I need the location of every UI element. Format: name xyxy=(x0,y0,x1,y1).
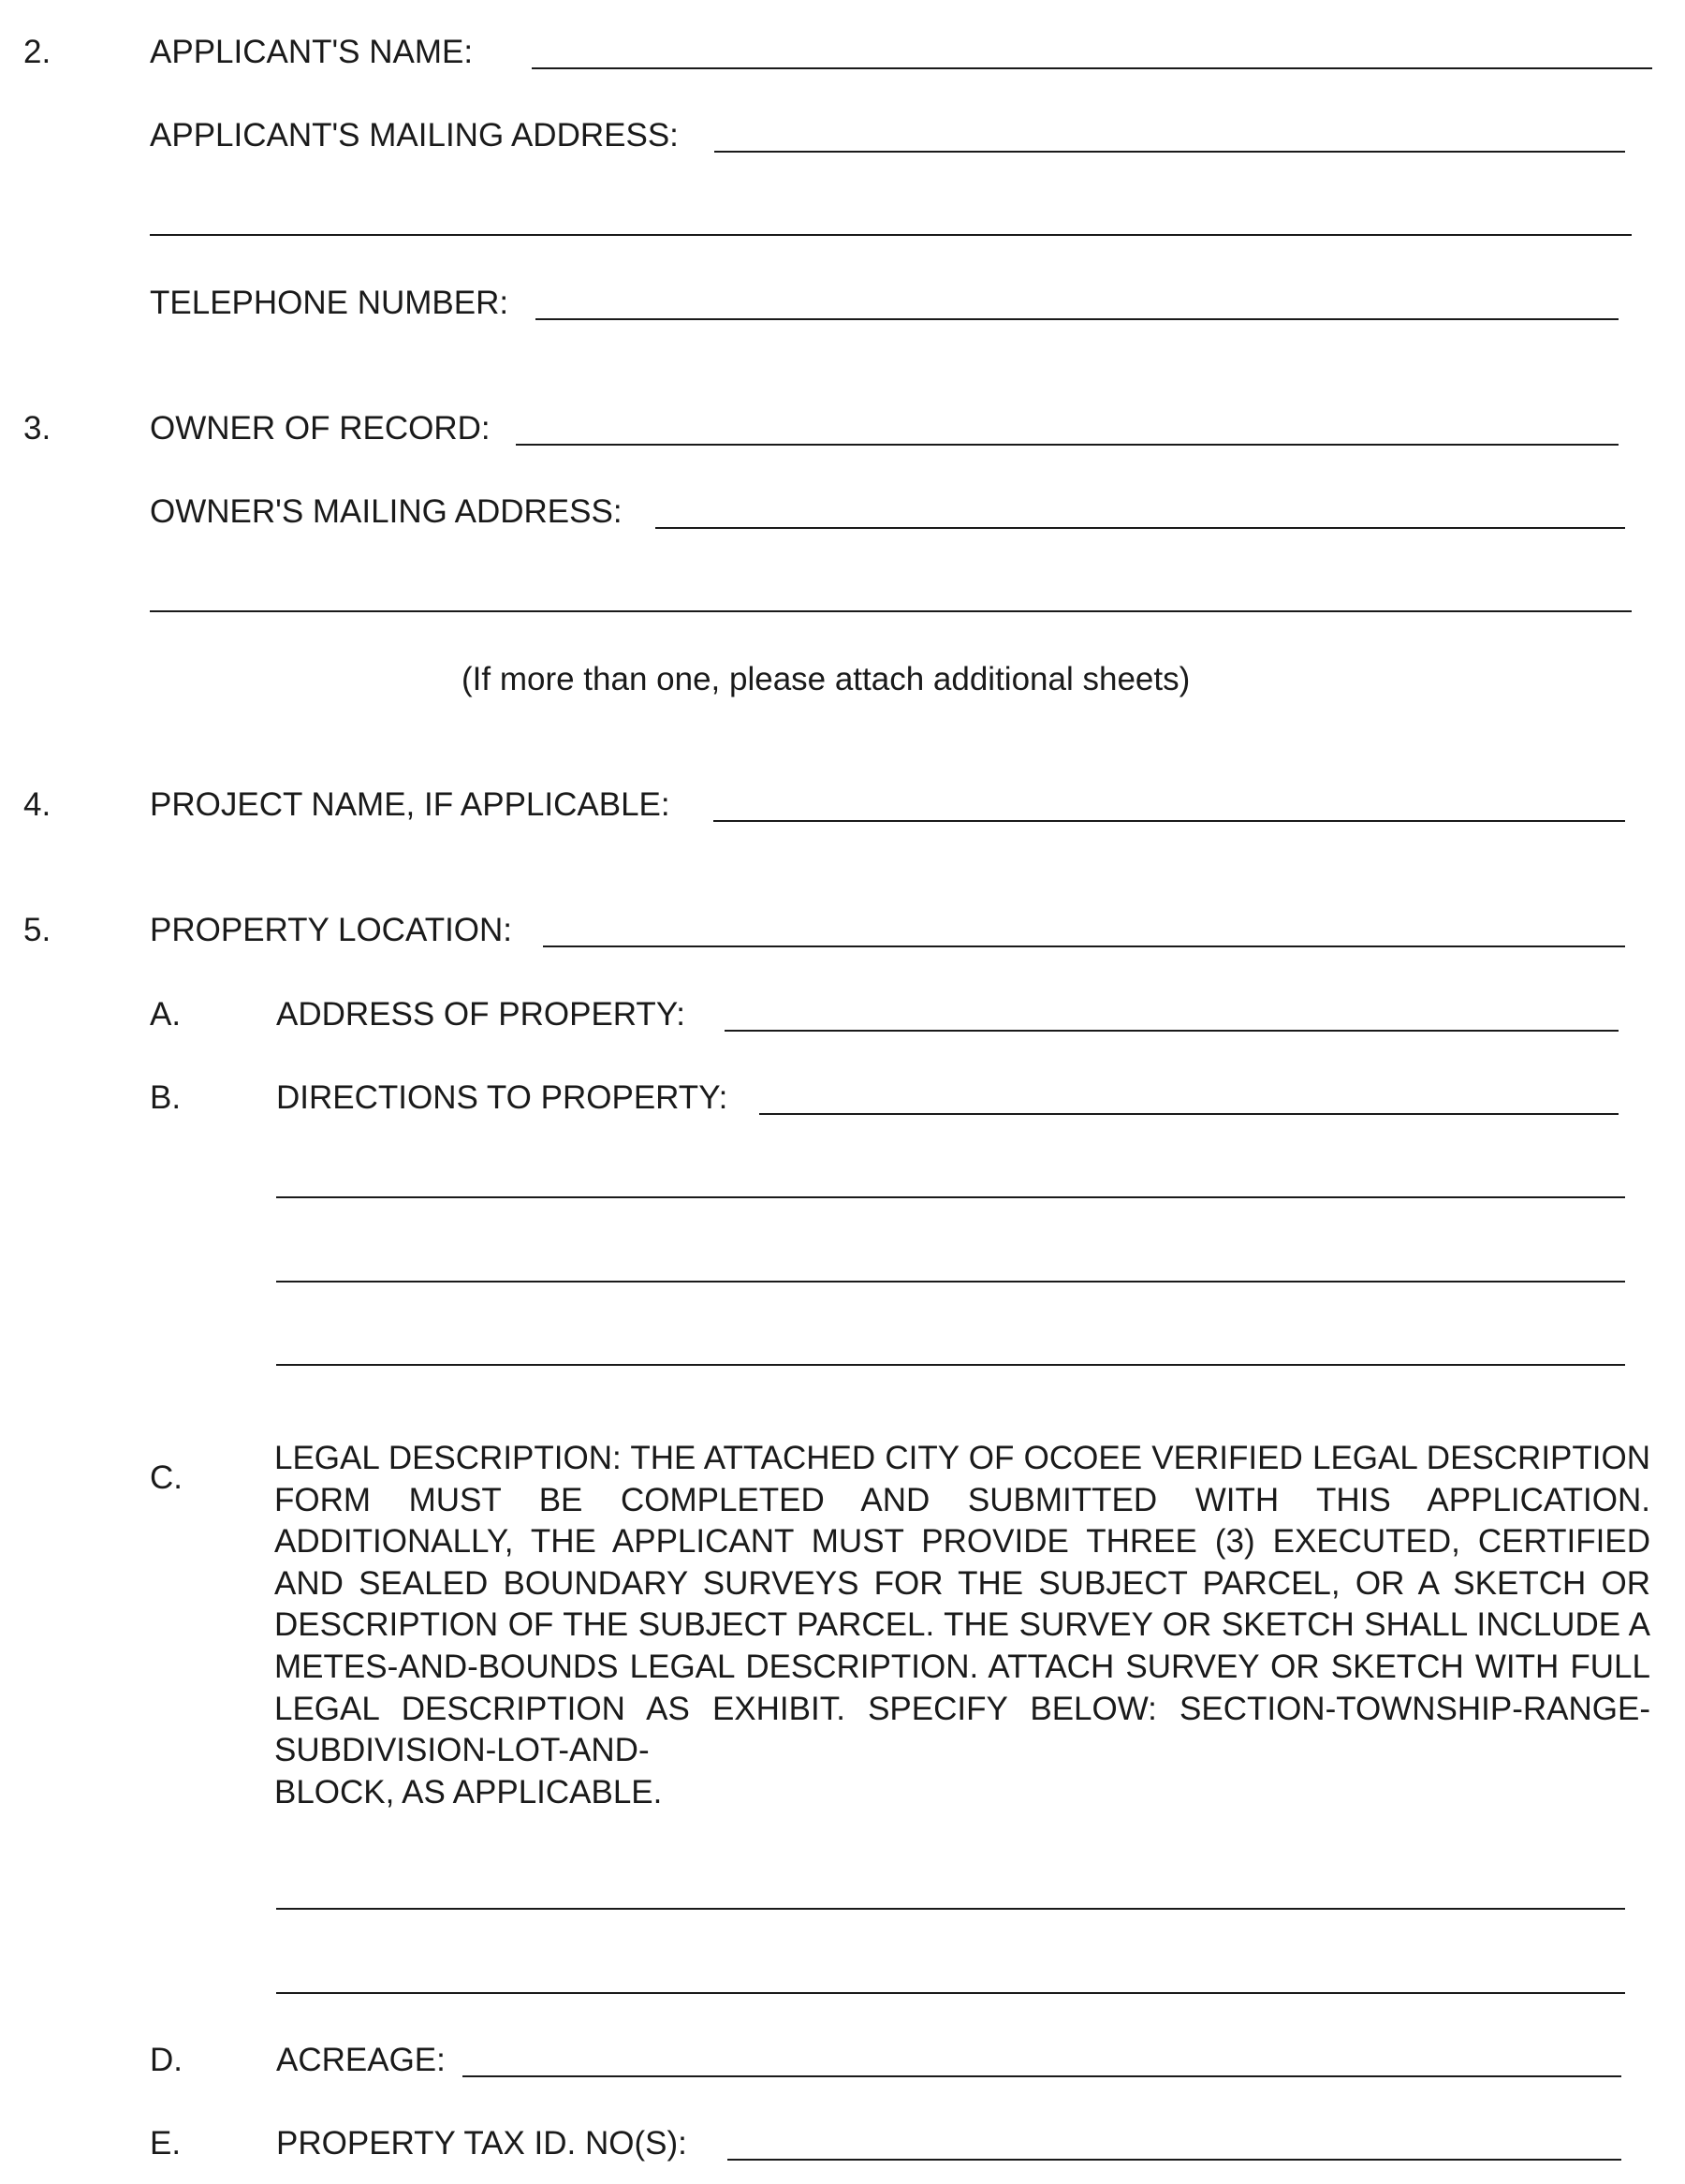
legal-description-field-line-1[interactable] xyxy=(276,1908,1625,1910)
acreage-field[interactable] xyxy=(462,2075,1621,2077)
applicant-name-label: APPLICANT'S NAME: xyxy=(150,34,474,70)
acreage-label: ACREAGE: xyxy=(276,2042,446,2078)
applicant-mailing-address-field[interactable] xyxy=(714,151,1625,153)
owner-mailing-address-label: OWNER'S MAILING ADDRESS: xyxy=(150,493,623,530)
item-letter-c: C. xyxy=(150,1459,183,1496)
property-location-label: PROPERTY LOCATION: xyxy=(150,912,513,948)
legal-description-paragraph xyxy=(274,1438,1650,1813)
telephone-number-label: TELEPHONE NUMBER: xyxy=(150,285,509,321)
owner-of-record-label: OWNER OF RECORD: xyxy=(150,410,491,447)
owner-of-record-field[interactable] xyxy=(516,444,1619,446)
legal-description-field-line-2[interactable] xyxy=(276,1992,1625,1994)
directions-field-line-4[interactable] xyxy=(276,1364,1625,1366)
telephone-number-field[interactable] xyxy=(535,318,1619,320)
section-number-4: 4. xyxy=(23,786,51,823)
applicant-mailing-address-field-line-2[interactable] xyxy=(150,234,1632,236)
item-letter-e: E. xyxy=(150,2125,182,2162)
address-of-property-field[interactable] xyxy=(725,1030,1619,1032)
item-letter-b: B. xyxy=(150,1079,182,1116)
directions-field-line-3[interactable] xyxy=(276,1281,1625,1283)
property-location-field[interactable] xyxy=(543,945,1625,947)
owner-mailing-address-field[interactable] xyxy=(655,527,1625,529)
project-name-field[interactable] xyxy=(713,820,1625,822)
item-letter-d: D. xyxy=(150,2042,183,2078)
owner-mailing-address-field-line-2[interactable] xyxy=(150,610,1632,612)
applicant-mailing-address-label: APPLICANT'S MAILING ADDRESS: xyxy=(150,117,679,154)
project-name-label: PROJECT NAME, IF APPLICABLE: xyxy=(150,786,670,823)
item-letter-a: A. xyxy=(150,996,182,1033)
section-number-2: 2. xyxy=(23,34,51,70)
property-tax-id-field[interactable] xyxy=(727,2159,1621,2161)
additional-sheets-note: (If more than one, please attach additional sheets) xyxy=(462,661,1191,697)
applicant-name-field[interactable] xyxy=(532,67,1652,69)
legal-description-text: LEGAL DESCRIPTION: THE ATTACHED CITY OF OCOEE VERIFIED LEGAL DESCRIPTION FORM MUST BE COMPLETED AND SUBMITTED WITH THIS APPLICATION. ADDITIONALLY, THE APPLICANT MUST PROVIDE THREE (3) EXECUTED, CERTIFIED AND SEALED BOUNDARY SURVEYS FOR THE SUBJECT PARCEL, OR A SKETCH OR DESCRIPTION OF THE SUBJECT PARCEL. THE SURVEY OR SKETCH SHALL INCLUDE A METES-AND-BOUNDS LEGAL DESCRIPTION. ATTACH SURVEY OR SKETCH WITH FULL LEGAL DESCRIPTION AS EXHIBIT. SPECIFY BELOW: SECTION-TOWNSHIP-RANGE-SUBDIVISION-LOT-AND- xyxy=(274,1440,1650,1769)
section-number-5: 5. xyxy=(23,912,51,948)
property-tax-id-label: PROPERTY TAX ID. NO(S): xyxy=(276,2125,687,2162)
legal-description-text-last-line: BLOCK, AS APPLICABLE. xyxy=(274,1773,663,1810)
address-of-property-label: ADDRESS OF PROPERTY: xyxy=(276,996,685,1033)
directions-to-property-field[interactable] xyxy=(759,1113,1619,1115)
directions-field-line-2[interactable] xyxy=(276,1196,1625,1198)
section-number-3: 3. xyxy=(23,410,51,447)
directions-to-property-label: DIRECTIONS TO PROPERTY: xyxy=(276,1079,728,1116)
